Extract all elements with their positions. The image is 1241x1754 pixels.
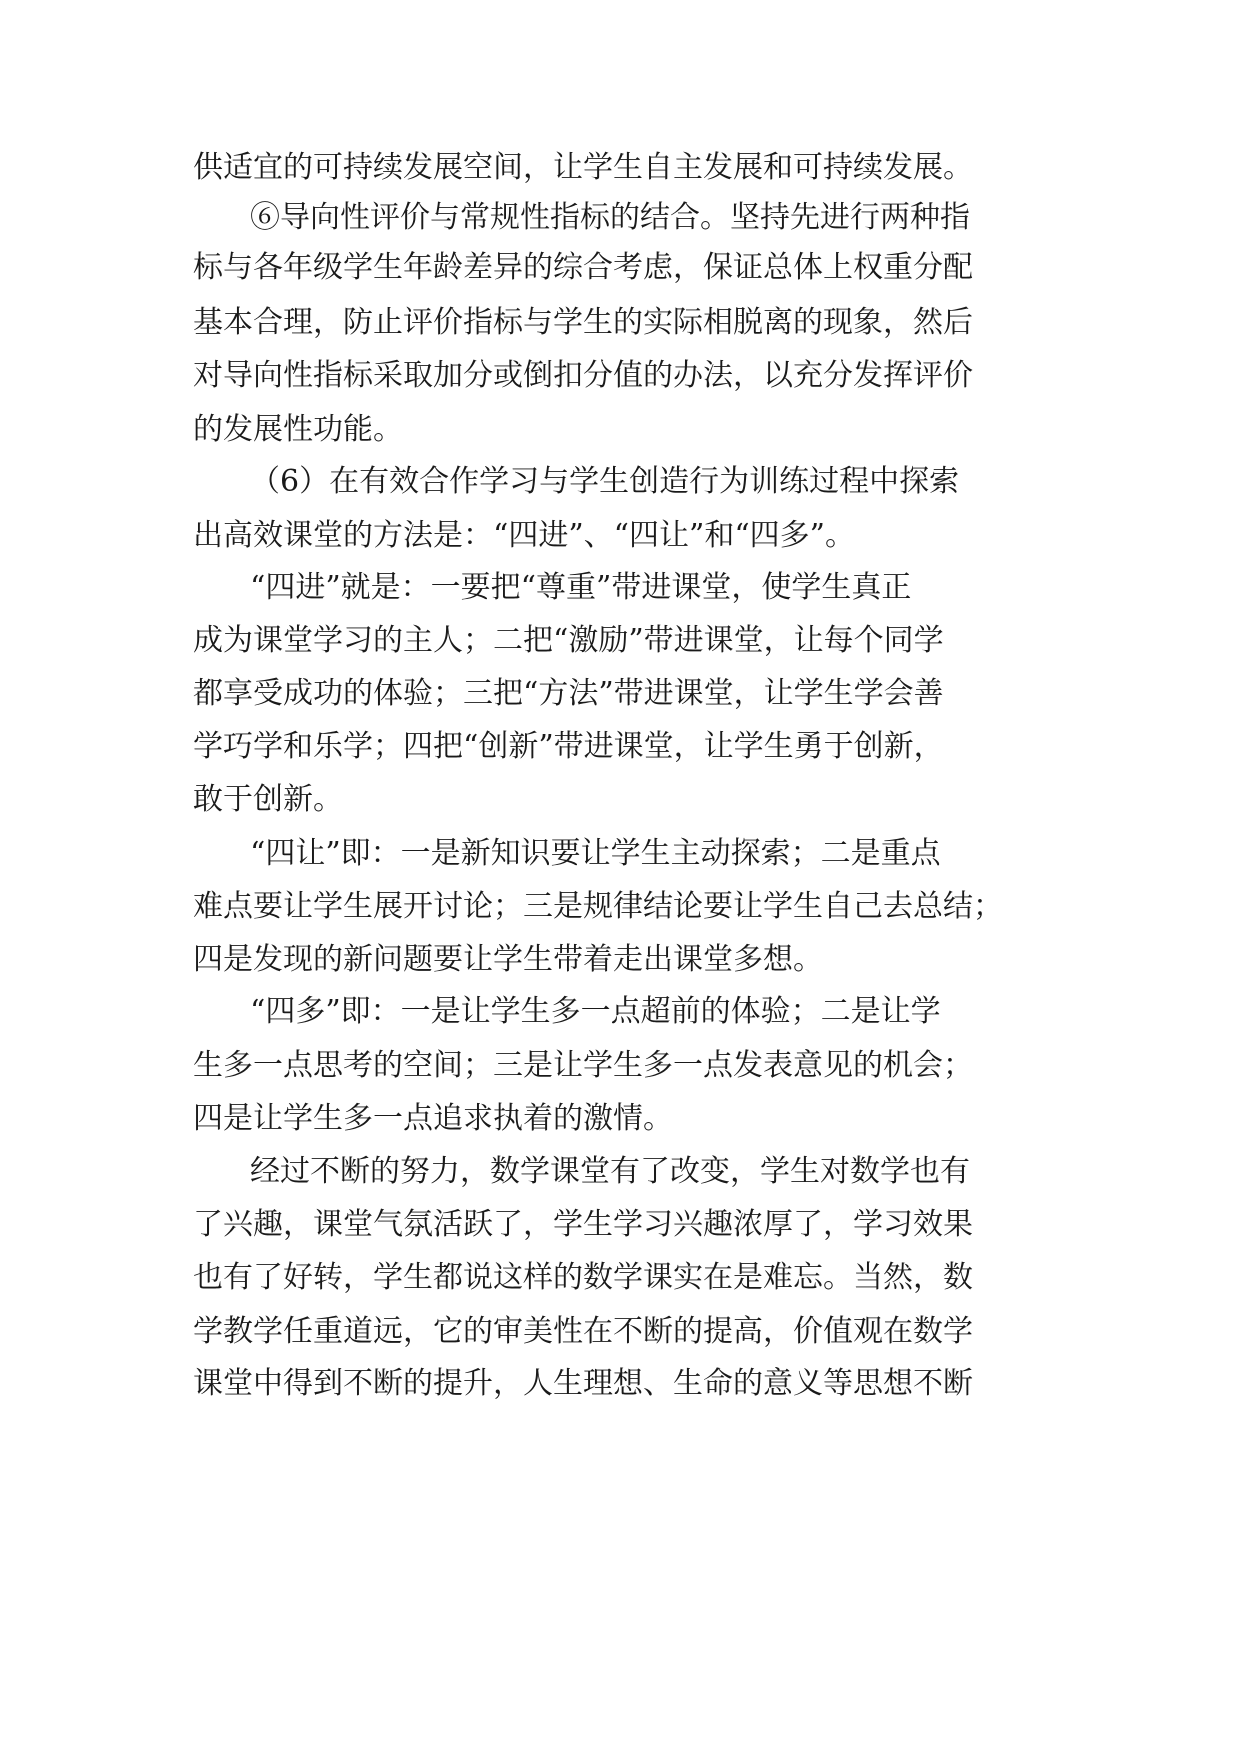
text-line: 生多一点思考的空间；三是让学生多一点发表意见的机会； <box>193 1048 973 1083</box>
text-line: 基本合理，防止评价指标与学生的实际相脱离的现象，然后 <box>193 305 973 340</box>
paragraph-first-line: “四进”就是：一要把“尊重”带进课堂，使学生真正 <box>250 570 912 605</box>
text-line: 四是发现的新问题要让学生带着走出课堂多想。 <box>193 942 823 977</box>
text-line: 敢于创新。 <box>193 782 343 817</box>
text-line: 供适宜的可持续发展空间，让学生自主发展和可持续发展。 <box>193 150 973 185</box>
paragraph-first-line: ⑥导向性评价与常规性指标的结合。坚持先进行两种指 <box>250 200 970 235</box>
text-line: 了兴趣，课堂气氛活跃了，学生学习兴趣浓厚了，学习效果 <box>193 1207 973 1242</box>
paragraph-first-line: “四多”即：一是让学生多一点超前的体验；二是让学 <box>250 994 941 1029</box>
text-line: 出高效课堂的方法是：“四进”、“四让”和“四多”。 <box>193 518 856 553</box>
text-line: 也有了好转，学生都说这样的数学课实在是难忘。当然，数 <box>193 1260 973 1295</box>
text-line: 的发展性功能。 <box>193 412 403 447</box>
text-line: 学教学任重道远，它的审美性在不断的提高，价值观在数学 <box>193 1314 973 1349</box>
text-line: 对导向性指标采取加分或倒扣分值的办法，以充分发挥评价 <box>193 358 973 393</box>
text-line: 成为课堂学习的主人；二把“激励”带进课堂，让每个同学 <box>193 623 944 658</box>
text-line: 学巧学和乐学；四把“创新”带进课堂，让学生勇于创新， <box>193 729 944 764</box>
paragraph-first-line: （6）在有效合作学习与学生创造行为训练过程中探索 <box>250 464 960 499</box>
paragraph-first-line: “四让”即：一是新知识要让学生主动探索；二是重点 <box>250 836 941 871</box>
text-line: 标与各年级学生年龄差异的综合考虑，保证总体上权重分配 <box>193 250 973 285</box>
text-line: 四是让学生多一点追求执着的激情。 <box>193 1101 673 1136</box>
text-line: 课堂中得到不断的提升，人生理想、生命的意义等思想不断 <box>193 1366 973 1401</box>
text-line: 都享受成功的体验；三把“方法”带进课堂，让学生学会善 <box>193 676 944 711</box>
paragraph-first-line: 经过不断的努力，数学课堂有了改变，学生对数学也有 <box>250 1154 970 1189</box>
text-line: 难点要让学生展开讨论；三是规律结论要让学生自己去总结； <box>193 889 1003 924</box>
